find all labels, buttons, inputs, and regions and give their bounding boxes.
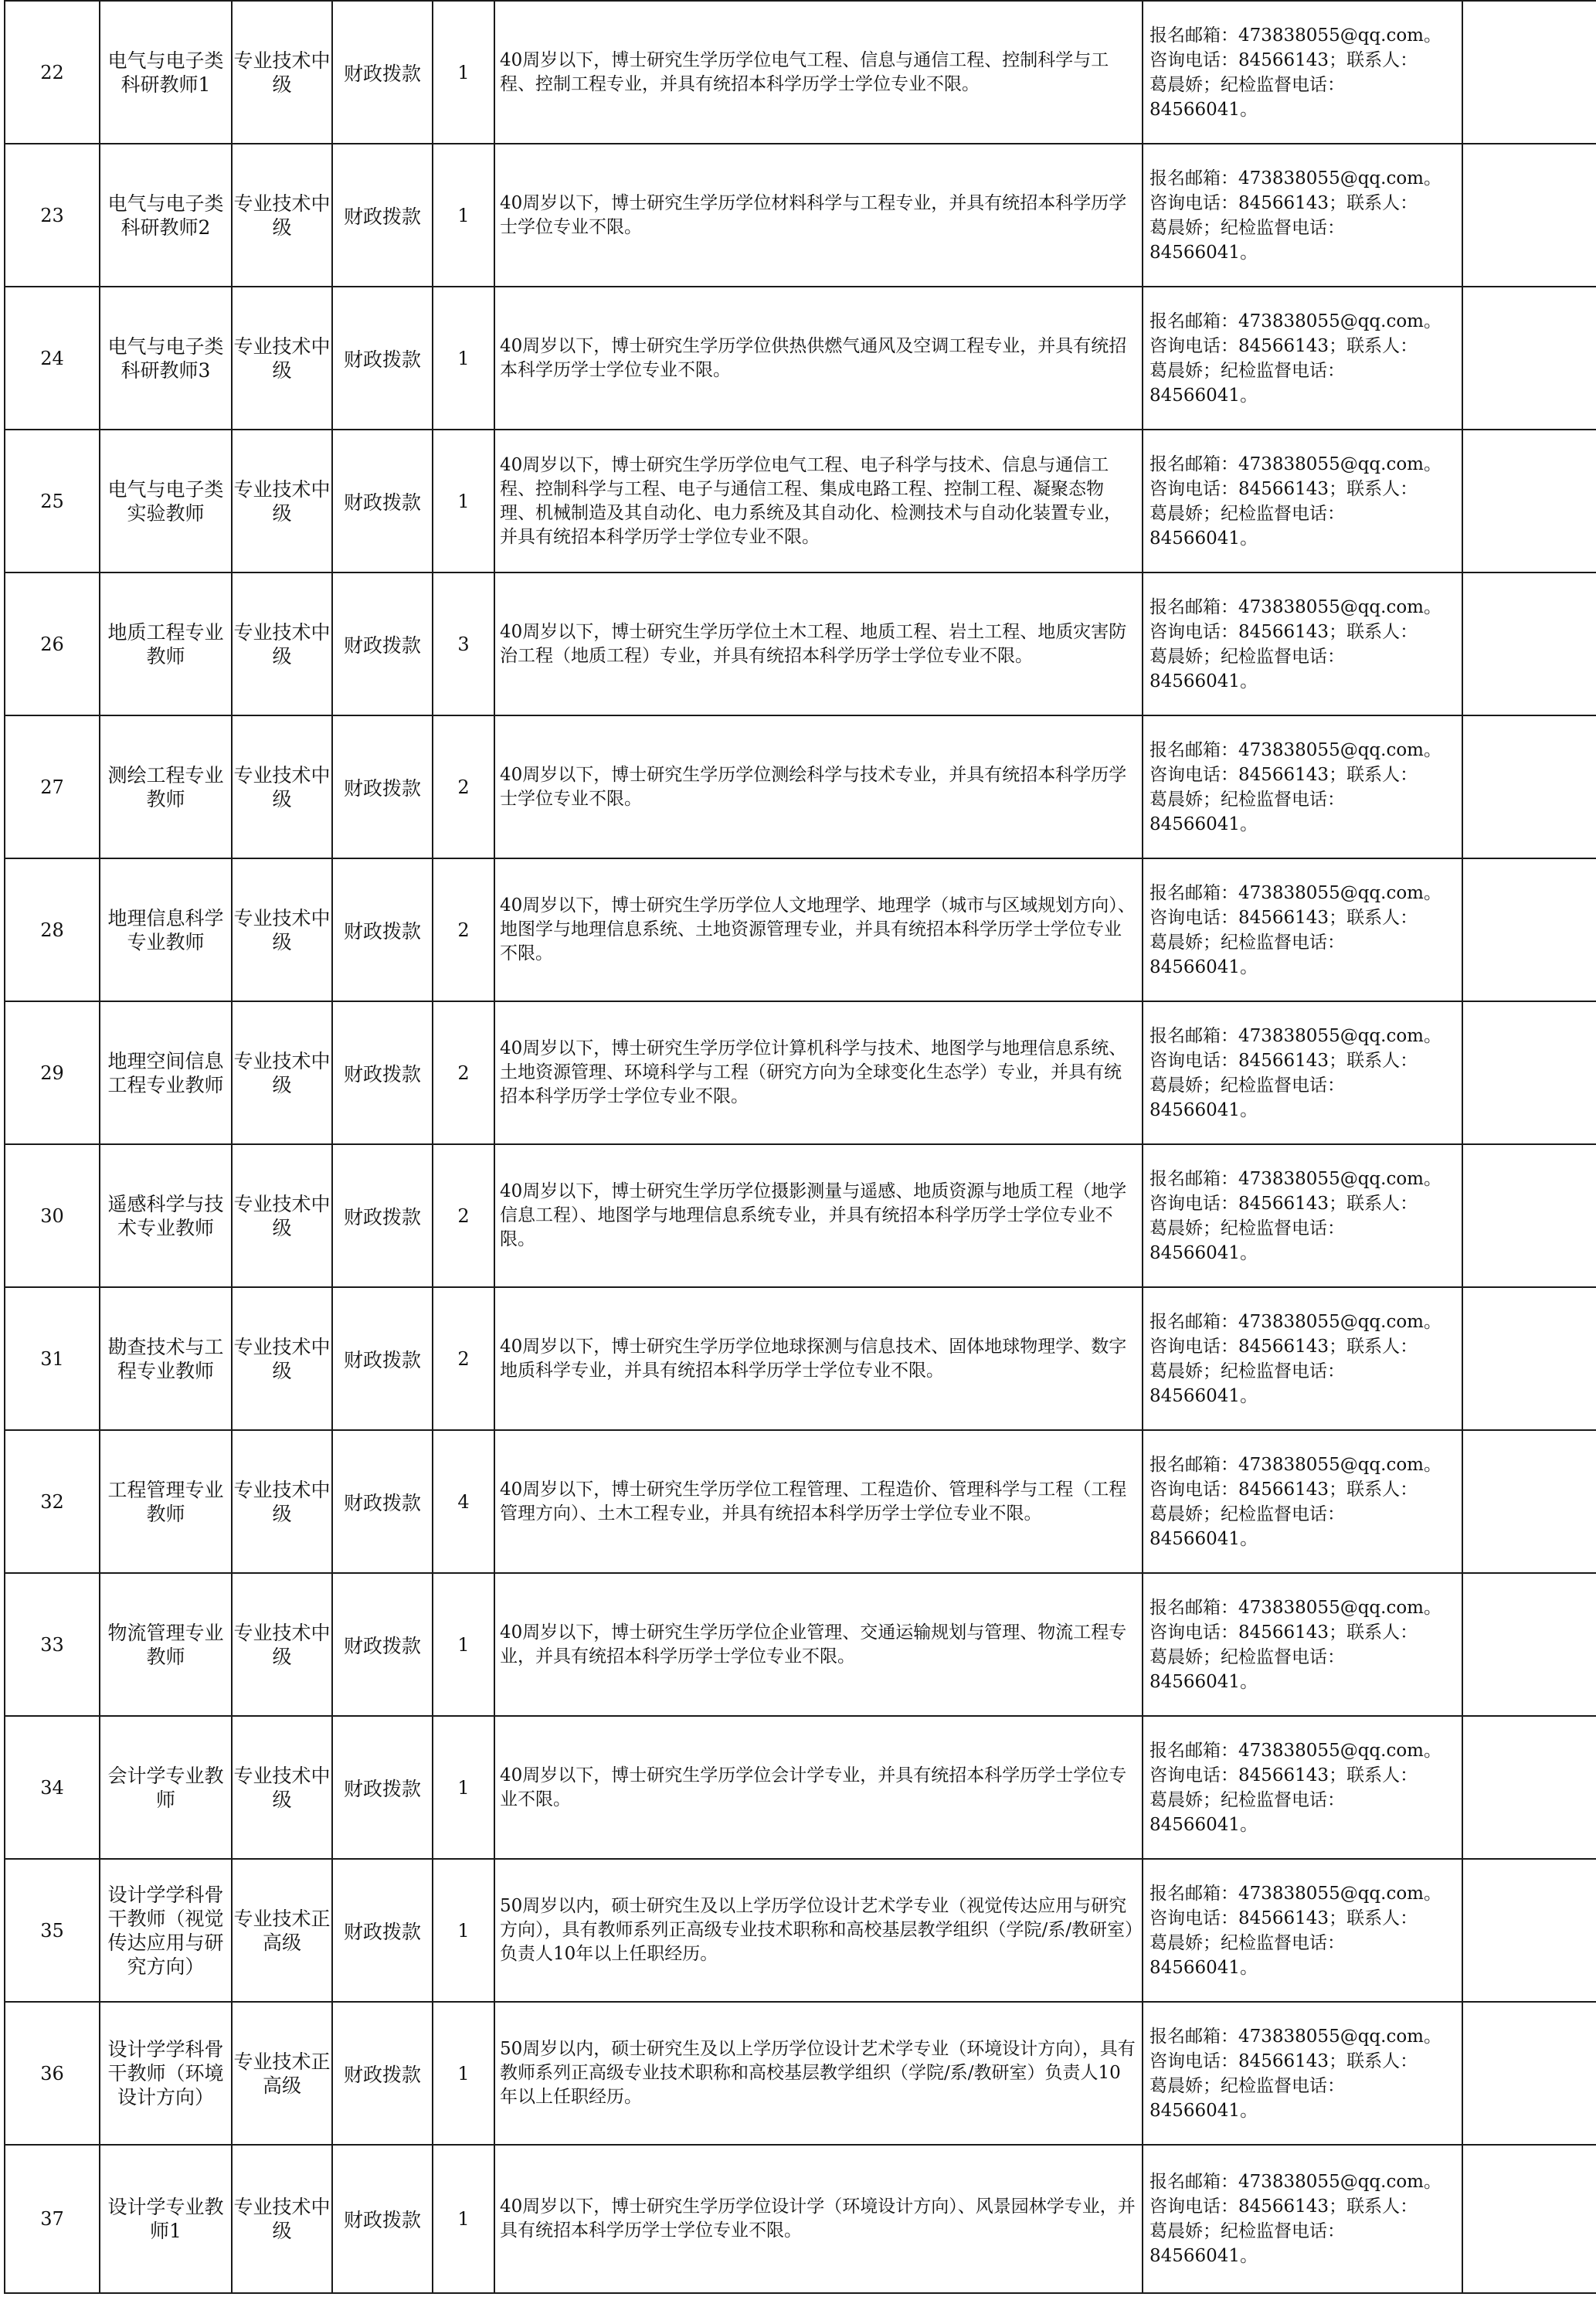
contact-supervise: 84566041。 — [1149, 1242, 1258, 1263]
table-row — [5, 287, 1596, 430]
row-index: 26 — [5, 573, 100, 715]
contact-person: 葛晨娇；纪检监督电话： — [1149, 1361, 1345, 1381]
requirements: 40周岁以下，博士研究生学历学位会计学专业，并具有统招本科学历学士学位专业不限。 — [494, 1716, 1143, 1859]
contact-email: 报名邮箱：473838055@qq.com。 — [1149, 2026, 1441, 2047]
position-level: 专业技术正高级 — [232, 1859, 332, 2002]
position-level: 专业技术中级 — [232, 1430, 332, 1573]
contact-email: 报名邮箱：473838055@qq.com。 — [1149, 454, 1441, 474]
contact-email: 报名邮箱：473838055@qq.com。 — [1149, 311, 1441, 331]
contact-supervise: 84566041。 — [1149, 2246, 1258, 2266]
table-row — [5, 1001, 1596, 1144]
table-row — [5, 1144, 1596, 1287]
contact-supervise: 84566041。 — [1149, 528, 1258, 549]
contact-supervise: 84566041。 — [1149, 1385, 1258, 1406]
contact-person: 葛晨娇；纪检监督电话： — [1149, 1218, 1345, 1238]
funding-type: 财政拨款 — [332, 858, 433, 1001]
position-name: 设计学学科骨干教师（环境设计方向） — [100, 2002, 232, 2145]
recruit-count: 2 — [433, 858, 494, 1001]
contact-person: 葛晨娇；纪检监督电话： — [1149, 2075, 1345, 2096]
position-level: 专业技术中级 — [232, 715, 332, 858]
position-level: 专业技术中级 — [232, 1573, 332, 1716]
funding-type: 财政拨款 — [332, 1, 433, 144]
note-cell — [1462, 1, 1596, 144]
requirements: 40周岁以下，博士研究生学历学位电气工程、电子科学与技术、信息与通信工程、控制科学与工程、电子与通信工程、集成电路工程、控制工程、凝聚态物理、机械制造及其自动化、电力系统及其自动化、检测技术与自动化装置专业，并具有统招本科学历学士学位专业不限。 — [494, 430, 1143, 573]
position-level: 专业技术中级 — [232, 1144, 332, 1287]
position-level: 专业技术中级 — [232, 1716, 332, 1859]
contact-phone: 咨询电话：84566143；联系人： — [1149, 1479, 1418, 1500]
contact-email: 报名邮箱：473838055@qq.com。 — [1149, 1740, 1441, 1761]
note-cell — [1462, 573, 1596, 715]
contact-email: 报名邮箱：473838055@qq.com。 — [1149, 1311, 1441, 1332]
position-level: 专业技术中级 — [232, 858, 332, 1001]
contact-email: 报名邮箱：473838055@qq.com。 — [1149, 2172, 1441, 2192]
contact-phone: 咨询电话：84566143；联系人： — [1149, 1050, 1418, 1071]
note-cell — [1462, 1144, 1596, 1287]
contact-person: 葛晨娇；纪检监督电话： — [1149, 1789, 1345, 1810]
funding-type: 财政拨款 — [332, 1287, 433, 1430]
note-cell — [1462, 1287, 1596, 1430]
funding-type: 财政拨款 — [332, 1573, 433, 1716]
contact-person: 葛晨娇；纪检监督电话： — [1149, 932, 1345, 953]
row-index: 27 — [5, 715, 100, 858]
requirements: 40周岁以下，博士研究生学历学位企业管理、交通运输规划与管理、物流工程专业，并具有统招本科学历学士学位专业不限。 — [494, 1573, 1143, 1716]
requirements: 40周岁以下，博士研究生学历学位工程管理、工程造价、管理科学与工程（工程管理方向）、土木工程专业，并具有统招本科学历学士学位专业不限。 — [494, 1430, 1143, 1573]
funding-type: 财政拨款 — [332, 2002, 433, 2145]
position-level: 专业技术中级 — [232, 1, 332, 144]
contact-info — [1143, 1716, 1462, 1859]
contact-phone: 咨询电话：84566143；联系人： — [1149, 1908, 1418, 1928]
position-name: 地理信息科学专业教师 — [100, 858, 232, 1001]
requirements: 40周岁以下，博士研究生学历学位计算机科学与技术、地图学与地理信息系统、土地资源管理、环境科学与工程（研究方向为全球变化生态学）专业，并具有统招本科学历学士学位专业不限。 — [494, 1001, 1143, 1144]
contact-info — [1143, 1859, 1462, 2002]
note-cell — [1462, 430, 1596, 573]
recruit-count: 1 — [433, 430, 494, 573]
table-row — [5, 1573, 1596, 1716]
contact-supervise: 84566041。 — [1149, 1814, 1258, 1835]
row-index: 22 — [5, 1, 100, 144]
position-name: 物流管理专业教师 — [100, 1573, 232, 1716]
contact-phone: 咨询电话：84566143；联系人： — [1149, 1336, 1418, 1357]
contact-supervise: 84566041。 — [1149, 956, 1258, 977]
requirements: 40周岁以下，博士研究生学历学位摄影测量与遥感、地质资源与地质工程（地学信息工程）、地图学与地理信息系统专业，并具有统招本科学历学士学位专业不限。 — [494, 1144, 1143, 1287]
row-index: 32 — [5, 1430, 100, 1573]
contact-info — [1143, 2002, 1462, 2145]
position-name: 地质工程专业教师 — [100, 573, 232, 715]
table-row — [5, 1859, 1596, 2002]
note-cell — [1462, 2002, 1596, 2145]
position-name: 遥感科学与技术专业教师 — [100, 1144, 232, 1287]
contact-info — [1143, 1287, 1462, 1430]
contact-person: 葛晨娇；纪检监督电话： — [1149, 789, 1345, 810]
row-index: 33 — [5, 1573, 100, 1716]
note-cell — [1462, 1716, 1596, 1859]
table-row — [5, 858, 1596, 1001]
table-row — [5, 2145, 1596, 2293]
contact-supervise: 84566041。 — [1149, 1957, 1258, 1978]
requirements: 40周岁以下，博士研究生学历学位设计学（环境设计方向）、风景园林学专业，并具有统招本科学历学士学位专业不限。 — [494, 2145, 1143, 2293]
table-row — [5, 1716, 1596, 1859]
contact-person: 葛晨娇；纪检监督电话： — [1149, 1503, 1345, 1524]
contact-phone: 咨询电话：84566143；联系人： — [1149, 2197, 1418, 2217]
contact-supervise: 84566041。 — [1149, 99, 1258, 120]
contact-supervise: 84566041。 — [1149, 671, 1258, 691]
table-row — [5, 1, 1596, 144]
contact-supervise: 84566041。 — [1149, 1528, 1258, 1549]
note-cell — [1462, 1859, 1596, 2002]
note-cell — [1462, 1573, 1596, 1716]
contact-supervise: 84566041。 — [1149, 1671, 1258, 1692]
requirements: 40周岁以下，博士研究生学历学位土木工程、地质工程、岩土工程、地质灾害防治工程（地质工程）专业，并具有统招本科学历学士学位专业不限。 — [494, 573, 1143, 715]
funding-type: 财政拨款 — [332, 1859, 433, 2002]
contact-info — [1143, 1001, 1462, 1144]
row-index: 29 — [5, 1001, 100, 1144]
table-row — [5, 2002, 1596, 2145]
row-index: 34 — [5, 1716, 100, 1859]
note-cell — [1462, 715, 1596, 858]
contact-email: 报名邮箱：473838055@qq.com。 — [1149, 882, 1441, 903]
contact-phone: 咨询电话：84566143；联系人： — [1149, 2050, 1418, 2071]
contact-person: 葛晨娇；纪检监督电话： — [1149, 503, 1345, 524]
recruit-count: 2 — [433, 1287, 494, 1430]
contact-email: 报名邮箱：473838055@qq.com。 — [1149, 739, 1441, 760]
contact-phone: 咨询电话：84566143；联系人： — [1149, 764, 1418, 785]
contact-phone: 咨询电话：84566143；联系人： — [1149, 1193, 1418, 1214]
requirements: 50周岁以内，硕士研究生及以上学历学位设计艺术学专业（视觉传达应用与研究方向），具有教师系列正高级专业技术职称和高校基层教学组织（学院/系/教研室）负责人10年以上任职经历。 — [494, 1859, 1143, 2002]
position-name: 会计学专业教师 — [100, 1716, 232, 1859]
contact-info — [1143, 2145, 1462, 2293]
contact-email: 报名邮箱：473838055@qq.com。 — [1149, 1883, 1441, 1904]
position-level: 专业技术中级 — [232, 1287, 332, 1430]
note-cell — [1462, 1001, 1596, 1144]
contact-phone: 咨询电话：84566143；联系人： — [1149, 192, 1418, 213]
requirements: 50周岁以内，硕士研究生及以上学历学位设计艺术学专业（环境设计方向），具有教师系列正高级专业技术职称和高校基层教学组织（学院/系/教研室）负责人10年以上任职经历。 — [494, 2002, 1143, 2145]
funding-type: 财政拨款 — [332, 715, 433, 858]
contact-info — [1143, 1573, 1462, 1716]
contact-person: 葛晨娇；纪检监督电话： — [1149, 2221, 1345, 2241]
contact-info — [1143, 144, 1462, 287]
requirements: 40周岁以下，博士研究生学历学位供热供燃气通风及空调工程专业，并具有统招本科学历学士学位专业不限。 — [494, 287, 1143, 430]
table-row — [5, 1430, 1596, 1573]
contact-email: 报名邮箱：473838055@qq.com。 — [1149, 168, 1441, 189]
contact-info — [1143, 430, 1462, 573]
position-level: 专业技术中级 — [232, 430, 332, 573]
contact-person: 葛晨娇；纪检监督电话： — [1149, 1646, 1345, 1667]
contact-info — [1143, 1430, 1462, 1573]
contact-info — [1143, 715, 1462, 858]
note-cell — [1462, 2145, 1596, 2293]
recruit-count: 1 — [433, 1, 494, 144]
note-cell — [1462, 1430, 1596, 1573]
row-index: 28 — [5, 858, 100, 1001]
contact-phone: 咨询电话：84566143；联系人： — [1149, 49, 1418, 70]
table-row — [5, 430, 1596, 573]
contact-person: 葛晨娇；纪检监督电话： — [1149, 74, 1345, 95]
position-name: 测绘工程专业教师 — [100, 715, 232, 858]
funding-type: 财政拨款 — [332, 287, 433, 430]
position-name: 电气与电子类科研教师2 — [100, 144, 232, 287]
position-level: 专业技术中级 — [232, 287, 332, 430]
requirements: 40周岁以下，博士研究生学历学位电气工程、信息与通信工程、控制科学与工程、控制工程专业，并具有统招本科学历学士学位专业不限。 — [494, 1, 1143, 144]
contact-info — [1143, 858, 1462, 1001]
position-name: 电气与电子类实验教师 — [100, 430, 232, 573]
contact-phone: 咨询电话：84566143；联系人： — [1149, 478, 1418, 499]
contact-supervise: 84566041。 — [1149, 814, 1258, 834]
contact-person: 葛晨娇；纪检监督电话： — [1149, 360, 1345, 381]
funding-type: 财政拨款 — [332, 430, 433, 573]
position-level: 专业技术中级 — [232, 1001, 332, 1144]
recruit-count: 2 — [433, 1144, 494, 1287]
position-name: 勘查技术与工程专业教师 — [100, 1287, 232, 1430]
recruit-count: 1 — [433, 144, 494, 287]
position-name: 电气与电子类科研教师1 — [100, 1, 232, 144]
position-name: 工程管理专业教师 — [100, 1430, 232, 1573]
recruit-count: 2 — [433, 1001, 494, 1144]
row-index: 30 — [5, 1144, 100, 1287]
contact-email: 报名邮箱：473838055@qq.com。 — [1149, 1025, 1441, 1046]
contact-info — [1143, 573, 1462, 715]
requirements: 40周岁以下，博士研究生学历学位材料科学与工程专业，并具有统招本科学历学士学位专业不限。 — [494, 144, 1143, 287]
contact-supervise: 84566041。 — [1149, 1099, 1258, 1120]
recruit-count: 1 — [433, 287, 494, 430]
recruit-count: 1 — [433, 2002, 494, 2145]
note-cell — [1462, 858, 1596, 1001]
contact-phone: 咨询电话：84566143；联系人： — [1149, 1765, 1418, 1785]
funding-type: 财政拨款 — [332, 144, 433, 287]
contact-phone: 咨询电话：84566143；联系人： — [1149, 621, 1418, 642]
requirements: 40周岁以下，博士研究生学历学位测绘科学与技术专业，并具有统招本科学历学士学位专业不限。 — [494, 715, 1143, 858]
contact-person: 葛晨娇；纪检监督电话： — [1149, 217, 1345, 238]
position-level: 专业技术中级 — [232, 144, 332, 287]
note-cell — [1462, 144, 1596, 287]
position-name: 设计学专业教师1 — [100, 2145, 232, 2293]
contact-person: 葛晨娇；纪检监督电话： — [1149, 1075, 1345, 1096]
recruit-count: 1 — [433, 2145, 494, 2293]
recruit-count: 4 — [433, 1430, 494, 1573]
row-index: 24 — [5, 287, 100, 430]
table-row — [5, 144, 1596, 287]
contact-email: 报名邮箱：473838055@qq.com。 — [1149, 1454, 1441, 1475]
contact-supervise: 84566041。 — [1149, 242, 1258, 263]
contact-email: 报名邮箱：473838055@qq.com。 — [1149, 1597, 1441, 1618]
row-index: 23 — [5, 144, 100, 287]
contact-phone: 咨询电话：84566143；联系人： — [1149, 1622, 1418, 1643]
funding-type: 财政拨款 — [332, 2145, 433, 2293]
table-body — [5, 1, 1596, 2293]
row-index: 25 — [5, 430, 100, 573]
funding-type: 财政拨款 — [332, 1144, 433, 1287]
funding-type: 财政拨款 — [332, 1430, 433, 1573]
position-level: 专业技术中级 — [232, 2145, 332, 2293]
contact-phone: 咨询电话：84566143；联系人： — [1149, 907, 1418, 928]
contact-info — [1143, 1144, 1462, 1287]
row-index: 37 — [5, 2145, 100, 2293]
contact-supervise: 84566041。 — [1149, 2100, 1258, 2121]
row-index: 31 — [5, 1287, 100, 1430]
recruit-count: 2 — [433, 715, 494, 858]
position-level: 专业技术正高级 — [232, 2002, 332, 2145]
recruit-count: 1 — [433, 1716, 494, 1859]
recruit-count: 1 — [433, 1573, 494, 1716]
requirements: 40周岁以下，博士研究生学历学位人文地理学、地理学（城市与区域规划方向）、地图学与地理信息系统、土地资源管理专业，并具有统招本科学历学士学位专业不限。 — [494, 858, 1143, 1001]
row-index: 36 — [5, 2002, 100, 2145]
funding-type: 财政拨款 — [332, 1001, 433, 1144]
position-name: 电气与电子类科研教师3 — [100, 287, 232, 430]
position-name: 设计学学科骨干教师（视觉传达应用与研究方向） — [100, 1859, 232, 2002]
funding-type: 财政拨款 — [332, 1716, 433, 1859]
contact-supervise: 84566041。 — [1149, 385, 1258, 406]
contact-email: 报名邮箱：473838055@qq.com。 — [1149, 25, 1441, 46]
recruit-count: 3 — [433, 573, 494, 715]
recruitment-table — [4, 0, 1596, 2294]
position-level: 专业技术中级 — [232, 573, 332, 715]
position-name: 地理空间信息工程专业教师 — [100, 1001, 232, 1144]
table-row — [5, 715, 1596, 858]
contact-info — [1143, 287, 1462, 430]
table-row — [5, 573, 1596, 715]
requirements: 40周岁以下，博士研究生学历学位地球探测与信息技术、固体地球物理学、数字地质科学专业，并具有统招本科学历学士学位专业不限。 — [494, 1287, 1143, 1430]
contact-info — [1143, 1, 1462, 144]
contact-email: 报名邮箱：473838055@qq.com。 — [1149, 1168, 1441, 1189]
row-index: 35 — [5, 1859, 100, 2002]
contact-person: 葛晨娇；纪检监督电话： — [1149, 1932, 1345, 1953]
note-cell — [1462, 287, 1596, 430]
table-row — [5, 1287, 1596, 1430]
contact-email: 报名邮箱：473838055@qq.com。 — [1149, 596, 1441, 617]
contact-person: 葛晨娇；纪检监督电话： — [1149, 646, 1345, 667]
funding-type: 财政拨款 — [332, 573, 433, 715]
contact-phone: 咨询电话：84566143；联系人： — [1149, 335, 1418, 356]
recruit-count: 1 — [433, 1859, 494, 2002]
